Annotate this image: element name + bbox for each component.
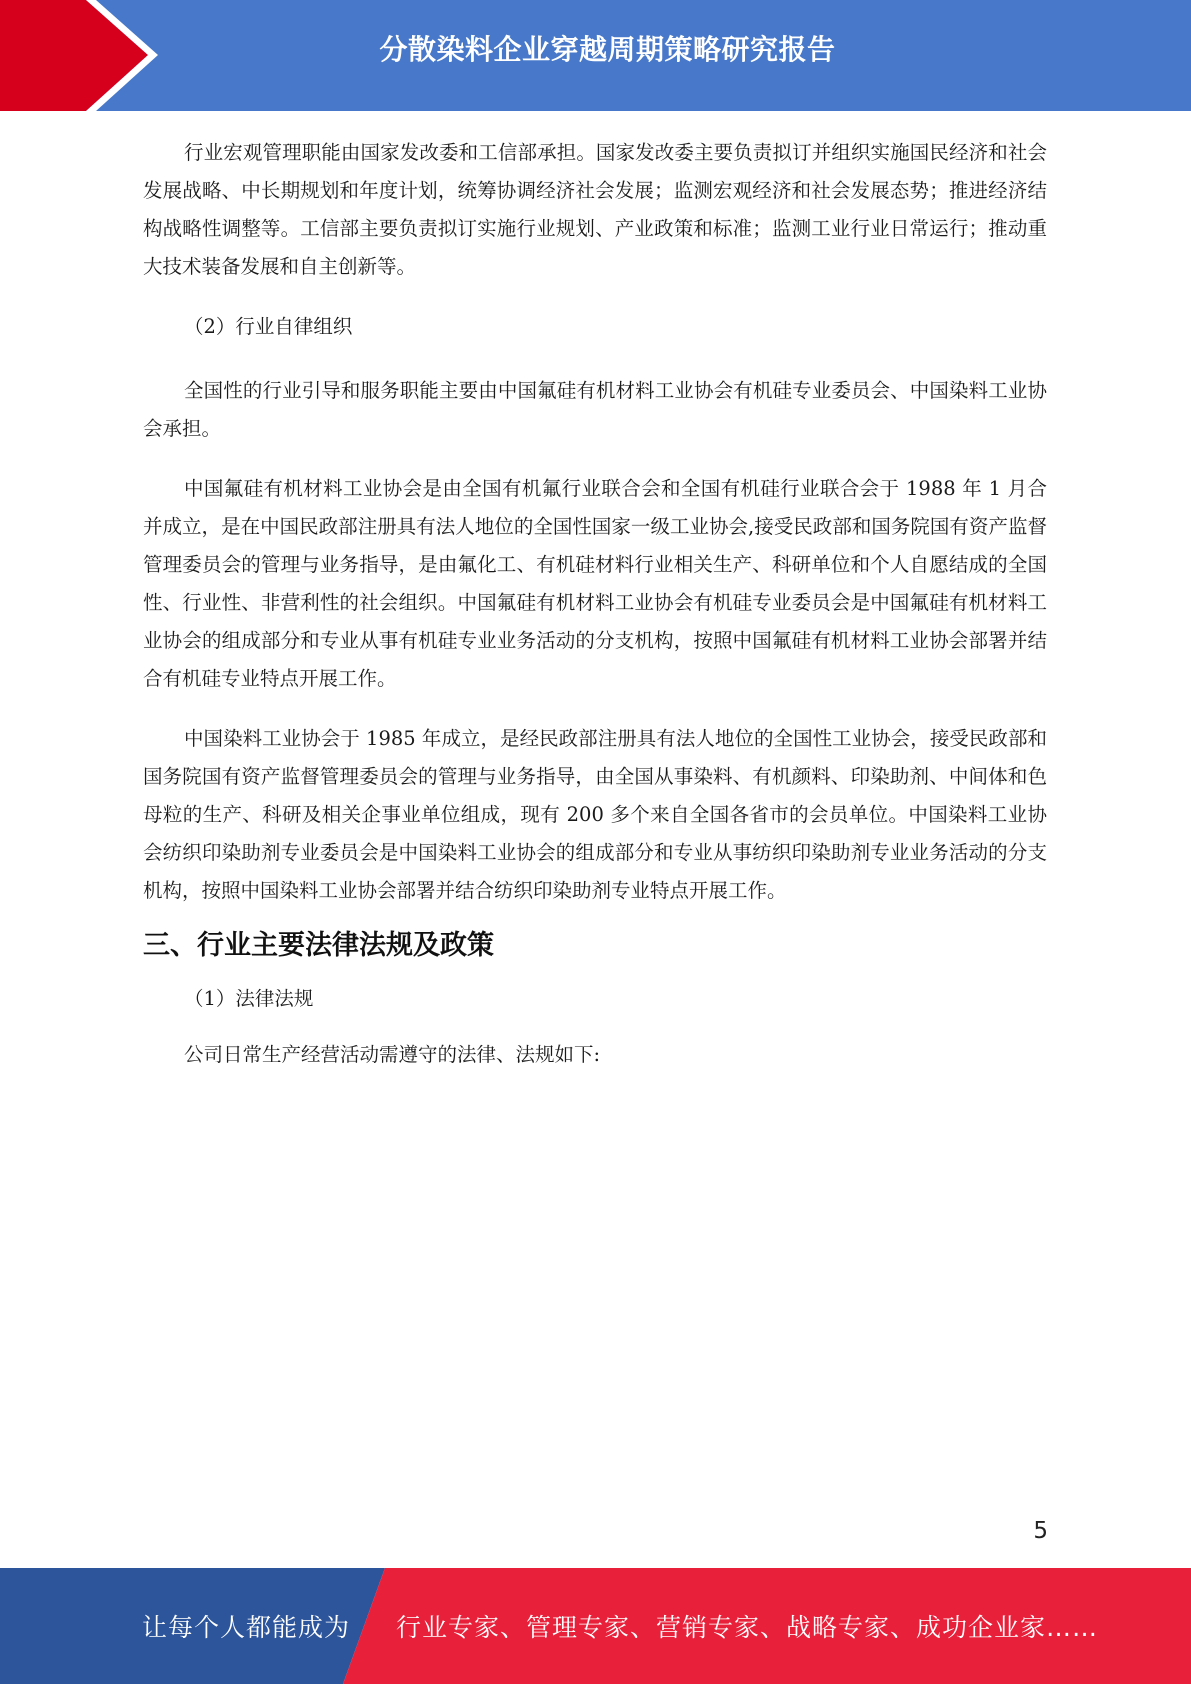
paragraph-laws-intro: 公司日常生产经营活动需遵守的法律、法规如下: <box>184 1043 601 1066</box>
paragraph-macro-management: 行业宏观管理职能由国家发改委和工信部承担。国家发改委主要负责拟订并组织实施国民经济和社会发展战略、中长期规划和年度计划，统筹协调经济社会发展；监测宏观经济和社会发展态势；推进经济结构战略性调整等。工信部主要负责拟订实施行业规划、产业政策和标准；监测工业行业日常运行；推动重大技术装备发展和自主创新等。 <box>143 141 1047 278</box>
page-footer <box>0 1568 1191 1684</box>
document-body <box>143 134 1047 1074</box>
paragraph-dyestuff-association: 中国染料工业协会于 1985 年成立，是经民政部注册具有法人地位的全国性工业协会，接受民政部和国务院国有资产监督管理委员会的管理与业务指导，由全国从事染料、有机颜料、印染助剂、中间体和色母粒的生产、科研及相关企事业单位组成，现有 200 多个来自全国各省市的会员单位。中国染料工业协会纺织印染助剂专业委员会是中国染料工业协会的组成部分和专业从事纺织印染助剂专业业务活动的分支机构，按照中国染料工业协会部署并结合纺织印染助剂专业特点开展工作。 <box>143 727 1047 902</box>
page-number: 5 <box>1033 1518 1048 1544</box>
footer-slogan-left: 让每个人都能成为 <box>142 1613 351 1642</box>
section-heading-laws-policies: 三、行业主要法律法规及政策 <box>143 930 494 961</box>
subheading-self-regulatory: （2）行业自律组织 <box>184 315 353 338</box>
subheading-laws-regulations: （1）法律法规 <box>184 987 314 1010</box>
paragraph-fluorosilicone-association: 中国氟硅有机材料工业协会是由全国有机氟行业联合会和全国有机硅行业联合会于 1988 年 1 月合并成立，是在中国民政部注册具有法人地位的全国性国家一级工业协会,接受民政部和国务院国有资产监督管理委员会的管理与业务指导，是由氟化工、有机硅材料行业相关生产、科研单位和个人自愿结成的全国性、行业性、非营利性的社会组织。中国氟硅有机材料工业协会有机硅专业委员会是中国氟硅有机材料工业协会的组成部分和专业从事有机硅专业业务活动的分支机构，按照中国氟硅有机材料工业协会部署并结合有机硅专业特点开展工作。 <box>143 477 1047 690</box>
page-header <box>0 0 1191 111</box>
report-title: 分散染料企业穿越周期策略研究报告 <box>379 33 836 66</box>
footer-slogan-right: 行业专家、管理专家、营销专家、战略专家、成功企业家…… <box>396 1613 1099 1642</box>
paragraph-industry-guidance: 全国性的行业引导和服务职能主要由中国氟硅有机材料工业协会有机硅专业委员会、中国染料工业协会承担。 <box>143 379 1047 440</box>
